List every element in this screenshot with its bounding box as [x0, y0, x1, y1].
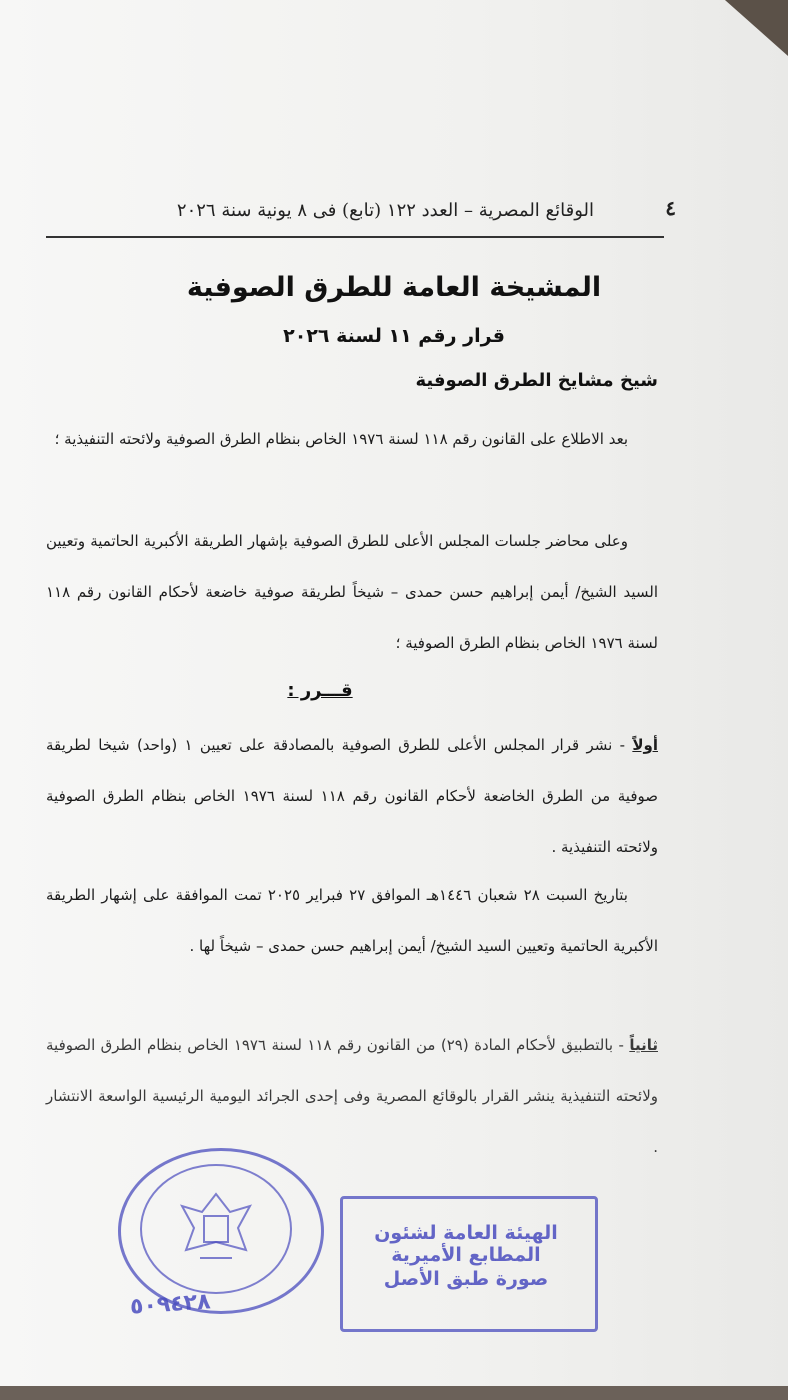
- article-second-label: ثانياً: [629, 1036, 658, 1054]
- stamp-certified-text: صورة طبق الأصل: [383, 1268, 549, 1290]
- issuer-title: شيخ مشايخ الطرق الصوفية: [415, 370, 658, 391]
- eagle-emblem-icon: [140, 1164, 292, 1294]
- preamble-paragraph-2: وعلى محاضر جلسات المجلس الأعلى للطرق الصوفية بإشهار الطريقة الأكبرية الحاتمية وتعيين السيد الشيخ/ أيمن إبراهيم حسن حمدى – شيخاً لطريقة صوفية خاضعة لأحكام القانون رقم ١١٨ لسنة ١٩٧٦ الخاص بنظام الطرق الصوفية ؛: [46, 532, 658, 652]
- running-header: [46, 196, 676, 236]
- article-second-text: - بالتطبيق لأحكام المادة (٢٩) من القانون رقم ١١٨ لسنة ١٩٧٦ الخاص بنظام الطرق الصوفية ولائحته التنفيذية ينشر القرار بالوقائع المصرية وفى إحدى الجرائد اليومية الرئيسية الواسعة الانتشار .: [46, 1036, 658, 1156]
- seal-serial-number: ٥٠٩٤٢٨: [129, 1289, 212, 1320]
- decided-heading: قـــرر :: [287, 680, 353, 701]
- article-first: [46, 720, 658, 873]
- gazette-issue-line: الوقائع المصرية – العدد ١٢٢ (تابع) فى ٨ يونية سنة ٢٠٢٦: [176, 200, 594, 221]
- approval-paragraph: بتاريخ السبت ٢٨ شعبان ١٤٤٦هـ الموافق ٢٧ فبراير ٢٠٢٥ تمت الموافقة على إشهار الطريقة الأكبرية الحاتمية وتعيين السيد الشيخ/ أيمن إبراهيم حسن حمدى – شيخاً لها .: [46, 886, 658, 955]
- article-first-text: - نشر قرار المجلس الأعلى للطرق الصوفية بالمصادقة على تعيين ١ (واحد) شيخا لطريقة صوفية من الطرق الخاضعة لأحكام القانون رقم ١١٨ لسنة ١٩٧٦ الخاص بنظام الطرق الصوفية ولائحته التنفيذية .: [46, 736, 658, 856]
- article-second: [46, 1020, 658, 1173]
- stamp-authority-text: الهيئة العامة لشئون المطابع الأميرية: [374, 1222, 558, 1266]
- article-first-label: أولاً: [632, 736, 658, 754]
- table-surface: [0, 1386, 788, 1400]
- page-number: ٤: [665, 196, 676, 220]
- header-rule: [46, 236, 664, 238]
- preamble-paragraph-1: بعد الاطلاع على القانون رقم ١١٨ لسنة ١٩٧٦ الخاص بنظام الطرق الصوفية ولائحته التنفيذية ؛: [54, 430, 628, 448]
- decree-number: قرار رقم ١١ لسنة ٢٠٢٦: [283, 325, 505, 347]
- authority-title: المشيخة العامة للطرق الصوفية: [186, 272, 602, 303]
